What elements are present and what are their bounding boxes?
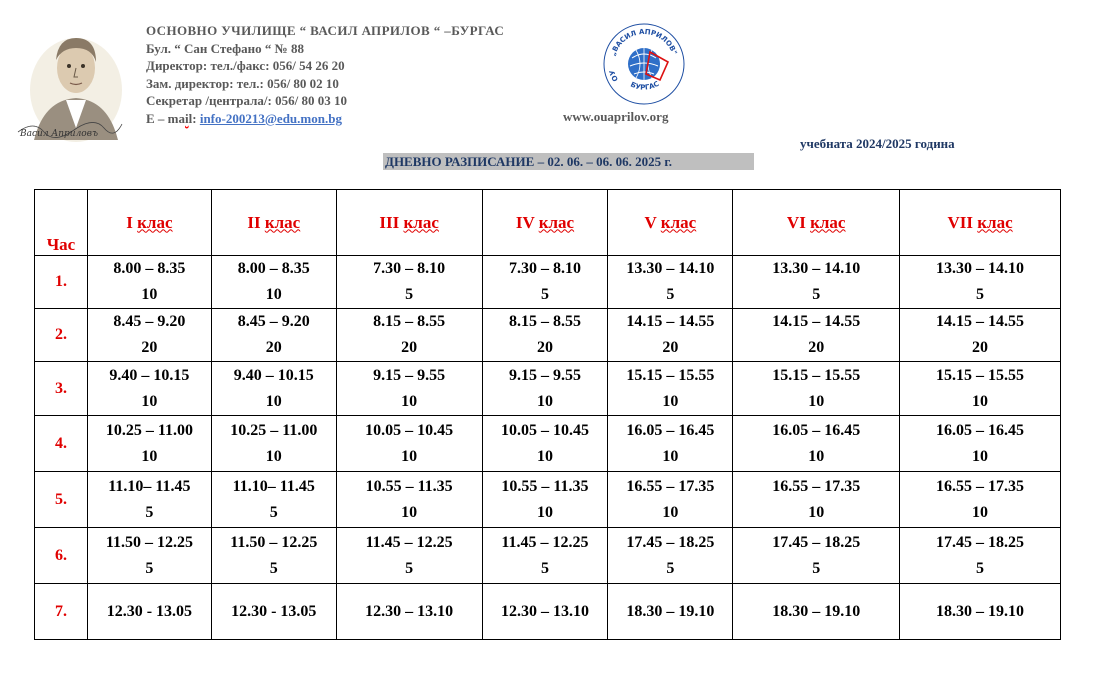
schedule-cell <box>900 309 1061 362</box>
lesson-time: 12.30 - 13.05 <box>231 602 317 620</box>
lesson-time: 13.30 – 14.10 <box>626 260 715 277</box>
lesson-time: 10.05 – 10.45 <box>500 421 589 439</box>
lesson-time: 12.30 – 13.10 <box>500 602 589 620</box>
table-row <box>35 584 1061 640</box>
schedule-cell <box>482 309 608 362</box>
hour-cell: 1. <box>35 256 88 309</box>
break-minutes: 5 <box>812 286 821 303</box>
schedule-cell <box>608 416 733 472</box>
lesson-time: 8.00 – 8.35 <box>237 260 310 277</box>
break-minutes: 10 <box>265 286 282 303</box>
hour-cell: 6. <box>35 528 88 584</box>
website-text: www.ouaprilov.org <box>563 109 669 124</box>
break-minutes: 5 <box>666 286 675 303</box>
lesson-time: 8.15 – 8.55 <box>373 313 446 330</box>
schedule-cell <box>211 309 336 362</box>
school-name: ОСНОВНО УЧИЛИЩЕ “ ВАСИЛ АПРИЛОВ “ –БУРГАС <box>146 23 505 38</box>
lesson-time: 11.45 – 12.25 <box>365 533 453 551</box>
lesson-time: 16.55 – 17.35 <box>936 477 1025 495</box>
schedule-cell <box>211 416 336 472</box>
hour-header: Час <box>35 190 88 256</box>
lesson-time: 8.00 – 8.35 <box>113 260 186 277</box>
schedule-cell <box>900 528 1061 584</box>
schedule-table <box>34 189 1061 640</box>
lesson-time: 18.30 – 19.10 <box>626 602 715 620</box>
lesson-time: 9.40 – 10.15 <box>109 366 190 384</box>
email-label-a: E – ma <box>146 110 185 126</box>
schedule-cell <box>733 584 900 640</box>
schedule-cell <box>336 584 482 640</box>
school-logo <box>602 22 686 106</box>
lesson-time: 7.30 – 8.10 <box>373 260 446 277</box>
lesson-time: 8.45 – 9.20 <box>237 313 310 330</box>
schedule-cell <box>87 528 211 584</box>
lesson-time: 14.15 – 14.55 <box>936 313 1025 330</box>
schedule-cell <box>211 256 336 309</box>
lesson-time: 11.50 – 12.25 <box>230 533 318 551</box>
break-minutes: 10 <box>808 503 825 521</box>
grade-header: VI клас <box>733 190 900 256</box>
lesson-time: 11.10– 11.45 <box>232 477 315 495</box>
lesson-time: 16.05 – 16.45 <box>772 421 861 439</box>
break-minutes: 20 <box>972 339 989 356</box>
deputy-label: Зам. директор: <box>146 75 234 91</box>
table-row <box>35 528 1061 584</box>
schedule-cell <box>900 256 1061 309</box>
break-minutes: 10 <box>536 392 553 410</box>
break-minutes: 5 <box>540 559 549 577</box>
schedule-cell <box>733 309 900 362</box>
lesson-time: 17.45 – 18.25 <box>626 533 715 551</box>
schedule-cell <box>733 362 900 416</box>
break-minutes: 10 <box>972 392 989 410</box>
grade-header: VII клас <box>900 190 1061 256</box>
hour-cell: 2. <box>35 309 88 362</box>
schedule-cell <box>482 416 608 472</box>
lesson-time: 8.15 – 8.55 <box>508 313 581 330</box>
break-minutes: 5 <box>666 559 675 577</box>
schedule-cell <box>211 362 336 416</box>
schedule-cell <box>900 416 1061 472</box>
table-row <box>35 309 1061 362</box>
break-minutes: 5 <box>976 559 985 577</box>
schedule-cell <box>211 584 336 640</box>
lesson-time: 10.25 – 11.00 <box>105 421 193 439</box>
lesson-time: 8.45 – 9.20 <box>113 313 186 330</box>
grade-header: II клас <box>211 190 336 256</box>
hour-cell: 7. <box>35 584 88 640</box>
lesson-time: 11.45 – 12.25 <box>501 533 589 551</box>
schedule-cell <box>482 584 608 640</box>
lesson-time: 15.15 – 15.55 <box>626 366 715 384</box>
break-minutes: 10 <box>141 447 158 465</box>
schedule-cell <box>87 362 211 416</box>
lesson-time: 16.05 – 16.45 <box>626 421 715 439</box>
schedule-cell <box>87 584 211 640</box>
lesson-time: 11.10– 11.45 <box>108 477 191 495</box>
table-row <box>35 472 1061 528</box>
svg-text:БУРГАС <box>629 80 660 92</box>
schedule-cell <box>900 584 1061 640</box>
school-year: учебната 2024/2025 година <box>800 136 955 151</box>
table-row <box>35 416 1061 472</box>
lesson-time: 11.50 – 12.25 <box>105 533 193 551</box>
table-header-row <box>35 190 1061 256</box>
hour-cell: 4. <box>35 416 88 472</box>
schedule-cell <box>87 256 211 309</box>
lesson-time: 18.30 – 19.10 <box>772 602 861 620</box>
lesson-time: 17.45 – 18.25 <box>936 533 1025 551</box>
lesson-time: 9.40 – 10.15 <box>233 366 314 384</box>
break-minutes: 10 <box>808 392 825 410</box>
email-line <box>146 110 504 128</box>
lesson-time: 15.15 – 15.55 <box>772 366 861 384</box>
schedule-cell <box>733 256 900 309</box>
schedule-cell <box>608 472 733 528</box>
lesson-time: 10.05 – 10.45 <box>365 421 454 439</box>
email-link[interactable]: info-200213@edu.mon.bg <box>199 110 342 126</box>
lesson-time: 9.15 – 9.55 <box>508 366 581 384</box>
grade-header: IV клас <box>482 190 608 256</box>
lesson-time: 7.30 – 8.10 <box>508 260 581 277</box>
logo-bottom-text: БУРГАС <box>629 79 661 92</box>
break-minutes: 5 <box>145 503 154 521</box>
break-minutes: 10 <box>808 447 825 465</box>
schedule-cell <box>482 362 608 416</box>
schedule-cell <box>336 472 482 528</box>
schedule-cell <box>87 309 211 362</box>
signature-text: Васил Априловъ <box>20 129 98 139</box>
lesson-time: 15.15 – 15.55 <box>936 366 1025 384</box>
school-address: Бул. “ Сан Стефано “ № 88 <box>146 40 304 56</box>
deputy-line <box>146 75 504 93</box>
secretary-line <box>146 92 504 110</box>
director-phone: тел./факс: 056/ 54 26 20 <box>207 58 345 73</box>
break-minutes: 10 <box>662 392 679 410</box>
schedule-cell <box>336 256 482 309</box>
break-minutes: 10 <box>401 503 418 521</box>
break-minutes: 5 <box>269 559 278 577</box>
break-minutes: 20 <box>401 339 418 356</box>
break-minutes: 10 <box>972 503 989 521</box>
lesson-time: 9.15 – 9.55 <box>373 366 446 384</box>
break-minutes: 5 <box>269 503 278 521</box>
logo-left-text: ОУ <box>608 68 620 83</box>
schedule-cell <box>608 528 733 584</box>
lesson-time: 10.55 – 11.35 <box>365 477 453 495</box>
lesson-time: 18.30 – 19.10 <box>936 602 1025 620</box>
deputy-phone: тел.: 056/ 80 02 10 <box>233 75 339 91</box>
break-minutes: 10 <box>401 392 418 410</box>
schedule-cell <box>336 309 482 362</box>
svg-text:ОУ <box>608 68 620 82</box>
break-minutes: 10 <box>141 286 158 303</box>
hour-cell: 3. <box>35 362 88 416</box>
schedule-cell <box>336 362 482 416</box>
schedule-cell <box>608 256 733 309</box>
lesson-time: 14.15 – 14.55 <box>772 313 861 330</box>
schedule-cell <box>211 472 336 528</box>
portrait-image <box>14 20 126 145</box>
schedule-title: ДНЕВНО РАЗПИСАНИЕ – 02. 06. – 06. 06. 2025 г. <box>383 153 754 170</box>
grade-header: I клас <box>87 190 211 256</box>
schedule-cell <box>211 528 336 584</box>
lesson-time: 16.55 – 17.35 <box>626 477 715 495</box>
secretary-label: Секретар <box>146 93 203 108</box>
break-minutes: 5 <box>145 559 154 577</box>
lesson-time: 12.30 – 13.10 <box>365 602 454 620</box>
schedule-cell <box>733 416 900 472</box>
grade-header: V клас <box>608 190 733 256</box>
schedule-cell <box>608 309 733 362</box>
lesson-time: 13.30 – 14.10 <box>936 260 1025 277</box>
schedule-cell <box>87 416 211 472</box>
schedule-cell <box>900 362 1061 416</box>
break-minutes: 10 <box>972 447 989 465</box>
break-minutes: 10 <box>401 447 418 465</box>
email-label-i: i <box>185 110 189 126</box>
lesson-time: 16.05 – 16.45 <box>936 421 1025 439</box>
director-label: Директор: <box>146 58 208 73</box>
break-minutes: 20 <box>662 339 679 356</box>
break-minutes: 5 <box>976 286 985 303</box>
table-row <box>35 362 1061 416</box>
schedule-cell <box>482 528 608 584</box>
lesson-time: 10.25 – 11.00 <box>230 421 318 439</box>
table-row <box>35 256 1061 309</box>
break-minutes: 10 <box>265 392 282 410</box>
director-line <box>146 57 504 75</box>
secretary-phone: /централа/: 056/ 80 03 10 <box>202 93 347 108</box>
break-minutes: 5 <box>405 559 414 577</box>
break-minutes: 10 <box>536 503 553 521</box>
break-minutes: 20 <box>808 339 825 356</box>
lesson-time: 12.30 - 13.05 <box>106 602 193 620</box>
schedule-cell <box>900 472 1061 528</box>
schedule-cell <box>336 528 482 584</box>
schedule-cell <box>482 256 608 309</box>
break-minutes: 5 <box>405 286 414 303</box>
lesson-time: 16.55 – 17.35 <box>772 477 861 495</box>
break-minutes: 20 <box>141 339 158 356</box>
logo-top-text: „ВАСИЛ АПРИЛОВ" <box>609 27 679 58</box>
schedule-cell <box>733 472 900 528</box>
break-minutes: 20 <box>265 339 282 356</box>
break-minutes: 5 <box>812 559 821 577</box>
schedule-cell <box>608 362 733 416</box>
schedule-cell <box>336 416 482 472</box>
grade-header: III клас <box>336 190 482 256</box>
lesson-time: 14.15 – 14.55 <box>626 313 715 330</box>
schedule-cell <box>87 472 211 528</box>
lesson-time: 13.30 – 14.10 <box>772 260 861 277</box>
school-header <box>146 22 504 127</box>
hour-cell: 5. <box>35 472 88 528</box>
schedule-cell <box>733 528 900 584</box>
break-minutes: 10 <box>265 447 282 465</box>
break-minutes: 10 <box>662 447 679 465</box>
lesson-time: 17.45 – 18.25 <box>772 533 861 551</box>
break-minutes: 10 <box>141 392 158 410</box>
break-minutes: 5 <box>540 286 549 303</box>
schedule-cell <box>608 584 733 640</box>
break-minutes: 10 <box>662 503 679 521</box>
break-minutes: 20 <box>536 339 553 356</box>
email-label-b: l: <box>188 110 197 126</box>
schedule-cell <box>482 472 608 528</box>
lesson-time: 10.55 – 11.35 <box>501 477 589 495</box>
break-minutes: 10 <box>536 447 553 465</box>
